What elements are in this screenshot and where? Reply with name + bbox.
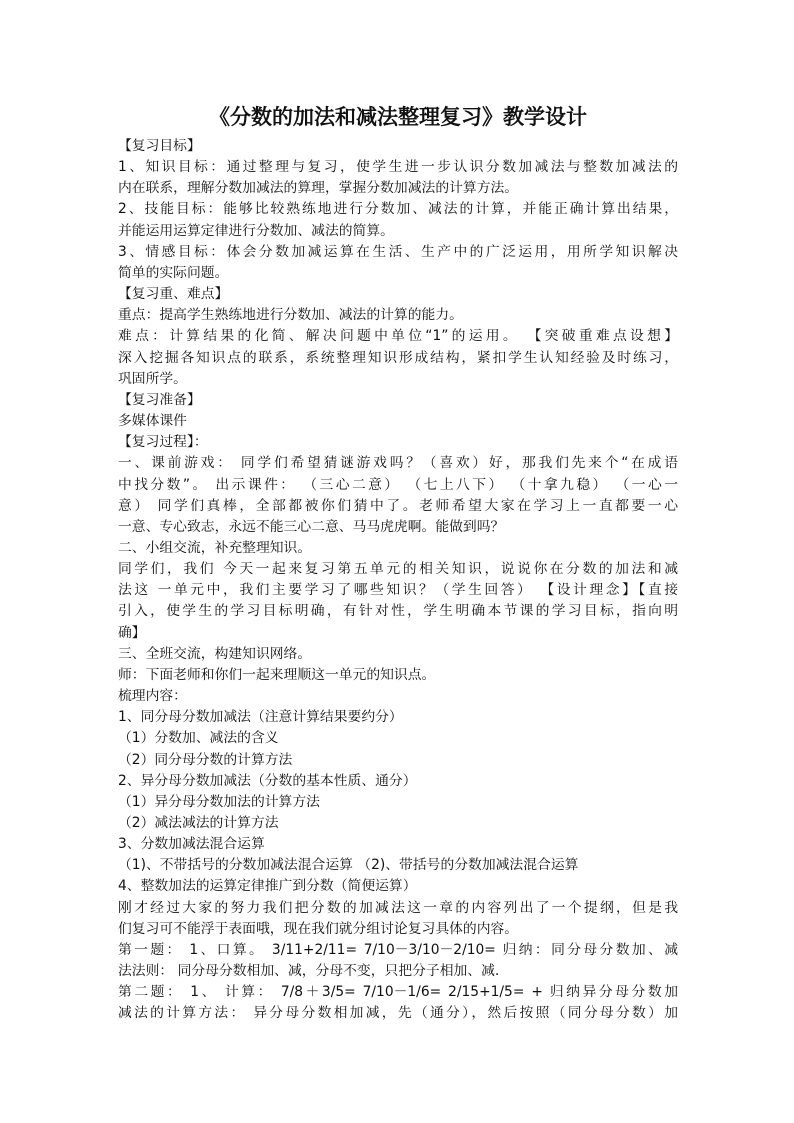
text-line: 第二题： 1、 计算： 7/8＋3/5= 7/10－1/6= 2/15+1/5= + 归纳异分母分数加	[118, 984, 678, 1001]
text-line: 减法的计算方法： 异分母分数相加减，先（通分），然后按照（同分母分数）加	[118, 1005, 678, 1022]
text-line: 2、技能目标：能够比较熟练地进行分数加、减法的计算，并能正确计算出结果，	[118, 201, 678, 218]
text-line: 重点：提高学生熟练地进行分数加、减法的计算的能力。	[118, 307, 463, 324]
text-line: 多媒体课件	[118, 413, 187, 430]
text-line: 中找分数”。 出示课件： （三心二意） （七上八下） （十拿九稳） （一心一	[118, 476, 678, 493]
text-line: 【复习过程】：	[118, 434, 208, 451]
text-line: 简单的实际问题。	[118, 264, 229, 281]
text-line: 3、情感目标：体会分数加减运算在生活、生产中的广泛运用，用所学知识解决	[118, 243, 678, 260]
document-title: 《分数的加法和减法整理复习》教学设计	[209, 104, 587, 129]
text-line: 内在联系，理解分数加减法的算理，掌握分数加减法的计算方法。	[118, 180, 519, 197]
text-line: 梳理内容：	[118, 688, 187, 705]
text-line: 一、课前游戏： 同学们希望猜谜游戏吗？（喜欢）好，那我们先来个“在成语	[118, 455, 678, 472]
document-body	[118, 136, 678, 1025]
text-line: 刚才经过大家的努力我们把分数的加减法这一章的内容列出了一个提纲，但是我	[118, 899, 678, 916]
text-line: 二、小组交流，补充整理知识。	[118, 539, 312, 556]
text-line: 法法则： 同分母分数相加、减，分母不变，只把分子相加、减.	[118, 963, 500, 980]
text-line: 巩固所学。	[118, 370, 187, 387]
text-line: 一意、专心致志，永远不能三心二意、马马虎虎啊。能做到吗？	[118, 518, 505, 535]
text-line: 2、异分母分数加减法（分数的基本性质、通分）	[118, 772, 417, 789]
text-line: 【复习准备】	[118, 391, 201, 408]
text-line: 引入，使学生的学习目标明确，有针对性，学生明确本节课的学习目标，指向明	[118, 603, 678, 620]
text-line: 3、分数加减法混合运算	[118, 836, 265, 853]
text-line: （1）分数加、减法的含义	[118, 730, 279, 747]
text-line: （2）同分母分数的计算方法	[118, 751, 293, 768]
text-line: 【复习目标】	[118, 138, 201, 154]
text-line: 深入挖掘各知识点的联系，系统整理知识形成结构，紧扣学生认知经验及时练习，	[118, 349, 678, 366]
text-line: 师：下面老师和你们一起来理顺这一单元的知识点。	[118, 666, 436, 683]
text-line: 第一题： 1、口算。 3/11+2/11= 7/10－3/10－2/10= 归纳：同分母分数加、减	[118, 941, 678, 958]
text-line: 们复习可不能浮于表面哦，现在我们就分组讨论复习具体的内容。	[118, 920, 519, 937]
text-line: 同学们，我们 今天一起来复习第五单元的相关知识，说说你在分数的加法和减	[118, 561, 678, 578]
text-line: 确】	[118, 624, 146, 641]
text-line: 并能运用运算定律进行分数加、减法的简算。	[118, 222, 394, 239]
text-line: （1）异分母分数加法的计算方法	[118, 793, 320, 810]
text-line: 三、全班交流，构建知识网络。	[118, 645, 312, 662]
text-line: 4、整数加法的运算定律推广到分数（简便运算）	[118, 878, 417, 895]
text-line: （1)、不带括号的分数加减法混合运算 （2)、带括号的分数加减法混合运算	[118, 857, 579, 874]
text-line: 法这 一单元中，我们主要学习了哪些知识？（学生回答） 【设计理念】【直接	[118, 582, 678, 599]
text-line: 【复习重、难点】	[118, 286, 229, 303]
text-line: 1、知识目标：通过整理与复习，使学生进一步认识分数加减法与整数加减法的	[118, 159, 678, 176]
text-line: （2）减法减法的计算方法	[118, 815, 279, 831]
document-page	[118, 100, 678, 1025]
text-line: 意） 同学们真棒，全部都被你们猜中了。老师希望大家在学习上一直都要一心	[118, 497, 678, 514]
text-line: 难点：计算结果的化简、解决问题中单位“1”的运用。 【突破重难点设想】	[118, 328, 678, 345]
text-line: 1、同分母分数加减法（注意计算结果要约分）	[118, 709, 403, 726]
